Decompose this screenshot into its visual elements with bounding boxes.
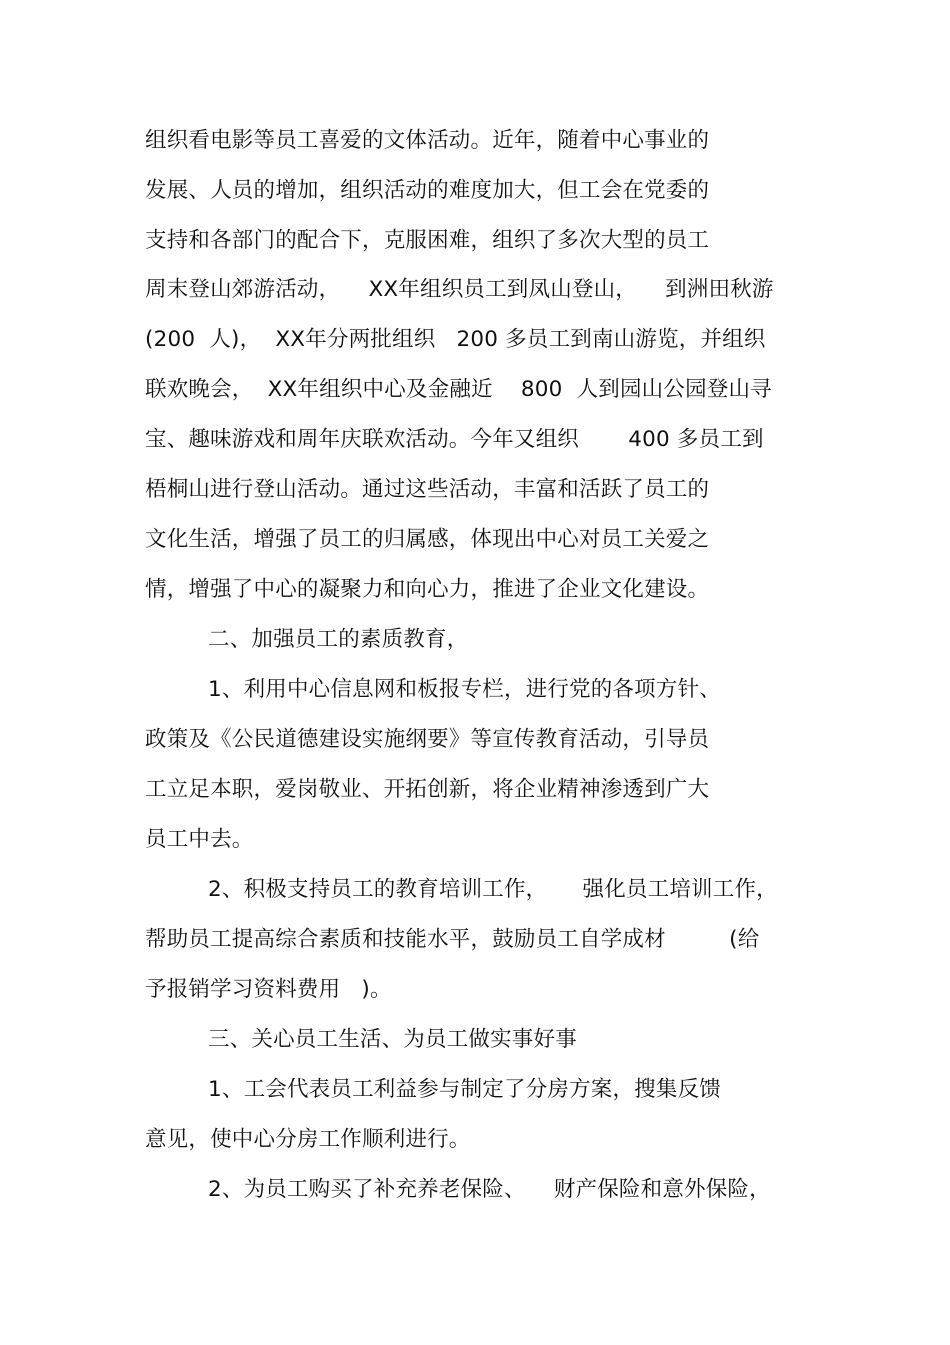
text-line-1: 组织看电影等员工喜爱的文体活动。近年，随着中心事业的 xyxy=(145,128,710,153)
text-line-6: 联欢晚会， XX年组织中心及金融近 800 人到园山公园登山寻 xyxy=(145,377,772,402)
text-line-3: 支持和各部门的配合下，克服困难，组织了多次大型的员工 xyxy=(145,228,710,253)
text-line-21: 意见，使中心分房工作顺利进行。 xyxy=(145,1127,471,1152)
text-line-10: 情，增强了中心的凝聚力和向心力，推进了企业文化建设。 xyxy=(145,577,710,602)
text-line-12: 1、利用中心信息网和板报专栏，进行党的各项方针、 xyxy=(208,677,721,702)
section-heading-2: 二、加强员工的素质教育， xyxy=(208,627,469,652)
text-line-18: 予报销学习资料费用 )。 xyxy=(145,977,392,1002)
text-line-17: 帮助员工提高综合素质和技能水平，鼓励员工自学成材 (给 xyxy=(145,927,760,952)
text-line-14: 工立足本职，爱岗敬业、开拓创新，将企业精神渗透到广大 xyxy=(145,777,710,802)
text-line-8: 梧桐山进行登山活动。通过这些活动，丰富和活跃了员工的 xyxy=(145,477,710,502)
text-line-9: 文化生活，增强了员工的归属感，体现出中心对员工关爱之 xyxy=(145,527,710,552)
text-line-13: 政策及《公民道德建设实施纲要》等宣传教育活动，引导员 xyxy=(145,727,710,752)
text-line-15: 员工中去。 xyxy=(145,827,254,852)
section-heading-3: 三、关心员工生活、为员工做实事好事 xyxy=(208,1027,577,1052)
text-line-4: 周末登山郊游活动， XX年组织员工到凤山登山， 到洲田秋游 xyxy=(145,277,774,302)
text-line-5: (200 人)， XX年分两批组织 200 多员工到南山游览，并组织 xyxy=(145,327,766,352)
text-line-7: 宝、趣味游戏和周年庆联欢活动。今年又组织 400 多员工到 xyxy=(145,427,764,452)
text-line-2: 发展、人员的增加，组织活动的难度加大，但工会在党委的 xyxy=(145,178,710,203)
text-line-20: 1、工会代表员工利益参与制定了分房方案，搜集反馈 xyxy=(208,1077,721,1102)
text-line-22: 2、为员工购买了补充养老保险、 财产保险和意外保险， xyxy=(208,1177,771,1202)
text-line-16: 2、积极支持员工的教育培训工作， 强化员工培训工作， xyxy=(208,877,778,902)
